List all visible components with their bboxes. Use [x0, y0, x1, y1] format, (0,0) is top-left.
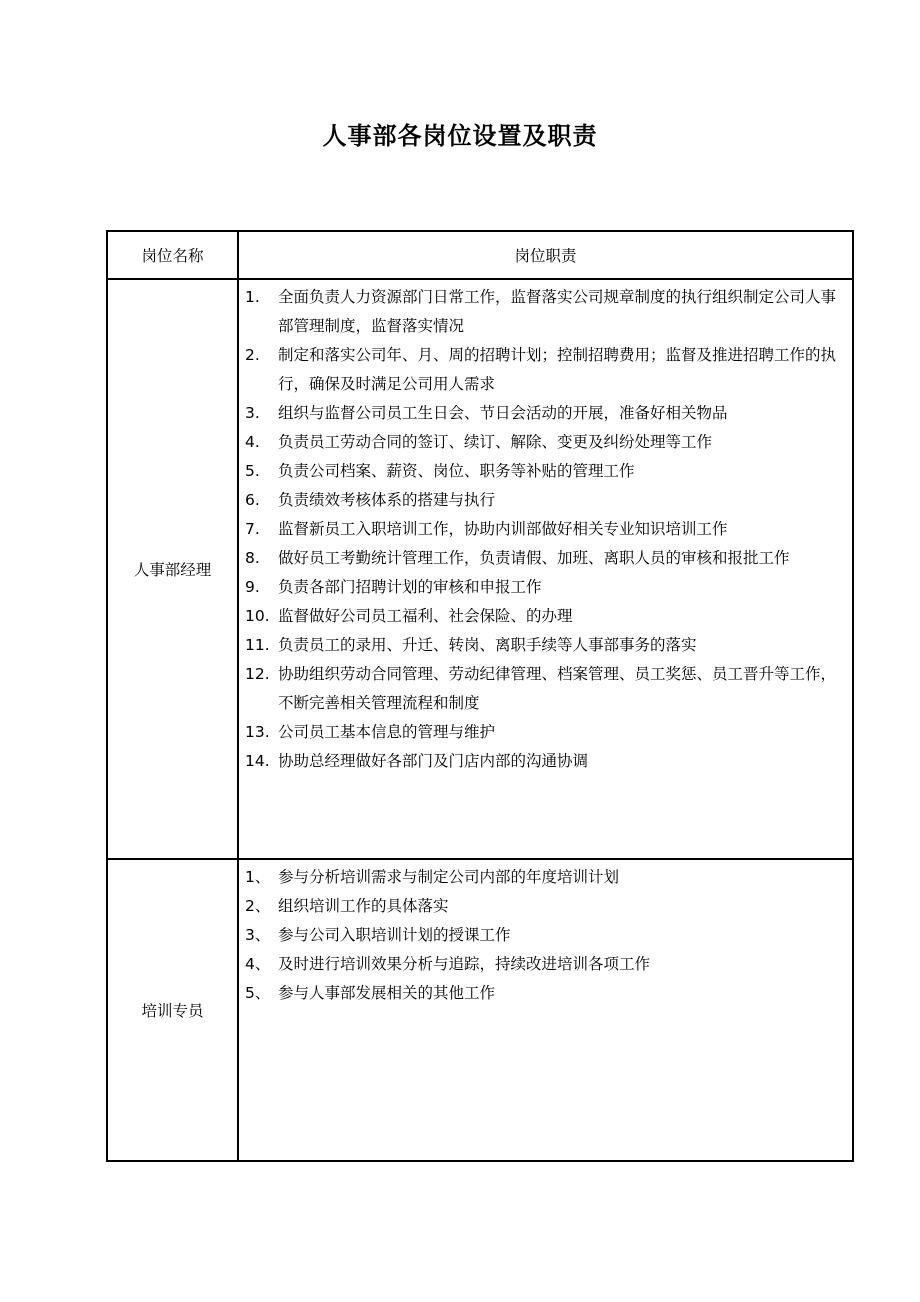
- duty-item-number: 11.: [245, 636, 270, 654]
- duty-item-number: 2、: [245, 897, 271, 915]
- duty-item: [245, 515, 842, 544]
- duty-item: [245, 544, 842, 573]
- duty-item: [245, 921, 842, 950]
- duty-item: [245, 950, 842, 979]
- duty-item: [245, 660, 842, 718]
- duty-item-number: 10.: [245, 607, 270, 625]
- position-name-hr-manager: 人事部经理: [107, 279, 238, 859]
- duty-item-number: 2.: [245, 346, 260, 364]
- duty-item-text: 公司员工基本信息的管理与维护: [278, 723, 496, 741]
- duty-list-hr-manager: [245, 283, 842, 776]
- duty-item-text: 参与公司入职培训计划的授课工作: [278, 926, 511, 944]
- page-title: 人事部各岗位设置及职责: [322, 122, 598, 150]
- duty-item: [245, 457, 842, 486]
- duty-item-text: 协助总经理做好各部门及门店内部的沟通协调: [278, 752, 589, 770]
- duty-item-text: 负责各部门招聘计划的审核和申报工作: [278, 578, 542, 596]
- duty-item-text: 全面负责人力资源部门日常工作，监督落实公司规章制度的执行组织制定公司人事部管理制度，监督落实情况: [278, 288, 837, 335]
- duty-item: [245, 747, 842, 776]
- duty-item-text: 负责员工的录用、升迁、转岗、离职手续等人事部事务的落实: [278, 636, 697, 654]
- duty-item: [245, 718, 842, 747]
- table-row-hr-manager: [107, 279, 853, 859]
- duty-list-training-specialist: [245, 863, 842, 1008]
- duty-item-text: 负责员工劳动合同的签订、续订、解除、变更及纠纷处理等工作: [278, 433, 713, 451]
- duty-item-number: 14.: [245, 752, 270, 770]
- duty-item-text: 制定和落实公司年、月、周的招聘计划；控制招聘费用；监督及推进招聘工作的执行，确保及时满足公司用人需求: [278, 346, 837, 393]
- duty-item: [245, 486, 842, 515]
- header-position-name: 岗位名称: [107, 231, 238, 279]
- duty-item: [245, 863, 842, 892]
- duty-item-text: 组织培训工作的具体落实: [278, 897, 449, 915]
- duty-table: [106, 230, 854, 1162]
- duty-item-number: 3.: [245, 404, 260, 422]
- duty-item-number: 1、: [245, 868, 271, 886]
- duty-item-text: 协助组织劳动合同管理、劳动纪律管理、档案管理、员工奖惩、员工晋升等工作，不断完善相关管理流程和制度: [278, 665, 837, 712]
- duty-item: [245, 979, 842, 1008]
- duty-item-number: 13.: [245, 723, 270, 741]
- duty-item-text: 组织与监督公司员工生日会、节日会活动的开展，准备好相关物品: [278, 404, 728, 422]
- header-position-duty: 岗位职责: [238, 231, 853, 279]
- duty-item: [245, 341, 842, 399]
- duty-item-number: 1.: [245, 288, 260, 306]
- duty-item-text: 做好员工考勤统计管理工作，负责请假、加班、离职人员的审核和报批工作: [278, 549, 790, 567]
- duty-item-number: 5、: [245, 984, 271, 1002]
- duty-item-number: 8.: [245, 549, 260, 567]
- duty-item-number: 4、: [245, 955, 271, 973]
- duty-item: [245, 428, 842, 457]
- duty-item-text: 负责公司档案、薪资、岗位、职务等补贴的管理工作: [278, 462, 635, 480]
- duty-item-text: 监督做好公司员工福利、社会保险、的办理: [278, 607, 573, 625]
- duty-item: [245, 399, 842, 428]
- table-header-row: [107, 231, 853, 279]
- duty-cell-hr-manager: [238, 279, 853, 859]
- duty-item-number: 4.: [245, 433, 260, 451]
- duty-cell-training-specialist: [238, 859, 853, 1161]
- duty-item-text: 参与人事部发展相关的其他工作: [278, 984, 496, 1002]
- duty-item-number: 7.: [245, 520, 260, 538]
- duty-item: [245, 631, 842, 660]
- duty-item-number: 6.: [245, 491, 260, 509]
- duty-item: [245, 573, 842, 602]
- duty-item-text: 负责绩效考核体系的搭建与执行: [278, 491, 496, 509]
- duty-item-number: 3、: [245, 926, 271, 944]
- duty-item: [245, 602, 842, 631]
- duty-item-text: 监督新员工入职培训工作，协助内训部做好相关专业知识培训工作: [278, 520, 728, 538]
- duty-item-text: 参与分析培训需求与制定公司内部的年度培训计划: [278, 868, 620, 886]
- duty-item-number: 9.: [245, 578, 260, 596]
- duty-item: [245, 892, 842, 921]
- duty-item-text: 及时进行培训效果分析与追踪，持续改进培训各项工作: [278, 955, 651, 973]
- table-row-training-specialist: [107, 859, 853, 1161]
- position-name-training-specialist: 培训专员: [107, 859, 238, 1161]
- duty-item-number: 12.: [245, 665, 270, 683]
- duty-item: [245, 283, 842, 341]
- duty-item-number: 5.: [245, 462, 260, 480]
